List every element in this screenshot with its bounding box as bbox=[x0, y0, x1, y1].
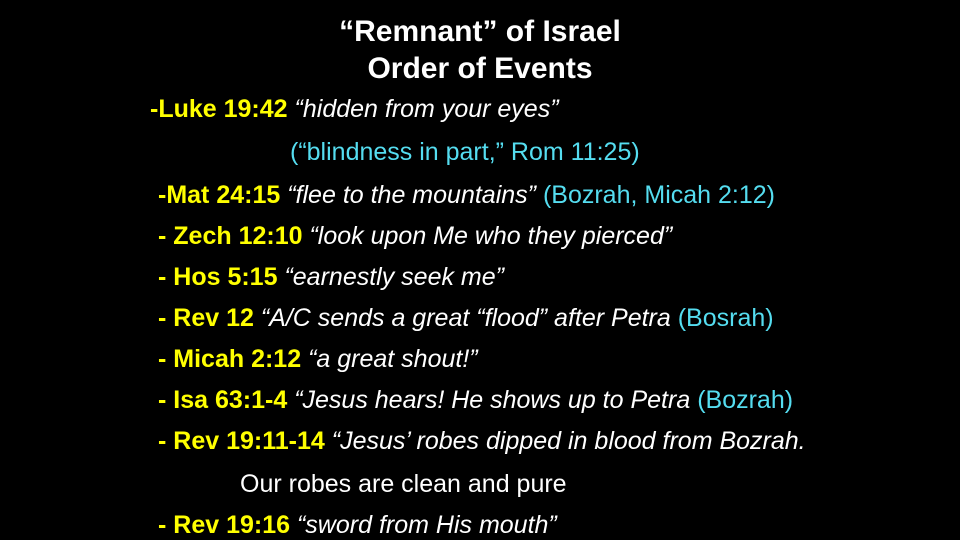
scripture-quote: “a great shout!” bbox=[308, 345, 478, 374]
scripture-quote: “Jesus hears! He shows up to Petra bbox=[294, 386, 691, 415]
scripture-reference: Isa 63:1-4 bbox=[173, 386, 288, 415]
scripture-reference: Hos 5:15 bbox=[173, 263, 278, 292]
bullet-dash: - bbox=[158, 386, 167, 415]
scripture-reference: Zech 12:10 bbox=[173, 222, 303, 251]
scripture-quote: “sword from His mouth” bbox=[296, 511, 557, 540]
list-item bbox=[150, 513, 950, 538]
events-list bbox=[0, 97, 960, 538]
scripture-quote: “A/C sends a great “flood” after Petra bbox=[260, 304, 671, 333]
scripture-quote: “Jesus’ robes dipped in blood from Bozrah. bbox=[331, 427, 806, 456]
title-line-1: “Remnant” of Israel bbox=[339, 15, 621, 48]
scripture-quote: “hidden from your eyes” bbox=[294, 95, 559, 124]
bullet-dash: - bbox=[158, 263, 167, 292]
scripture-quote: “flee to the mountains” bbox=[287, 181, 536, 210]
list-item bbox=[150, 183, 950, 208]
bullet-dash: - bbox=[158, 304, 167, 333]
bullet-dash: - bbox=[158, 427, 167, 456]
scripture-reference: Rev 12 bbox=[173, 304, 254, 333]
list-item bbox=[150, 306, 950, 331]
list-item bbox=[150, 388, 950, 413]
list-item bbox=[150, 429, 950, 454]
list-item-subnote: Our robes are clean and pure bbox=[240, 470, 567, 499]
bullet-dash: - bbox=[158, 511, 167, 540]
scripture-annotation: (Bosrah) bbox=[677, 304, 774, 333]
scripture-quote: “look upon Me who they pierced” bbox=[309, 222, 673, 251]
scripture-annotation: (Bozrah, Micah 2:12) bbox=[542, 181, 775, 210]
scripture-reference: Mat 24:15 bbox=[166, 181, 281, 210]
scripture-annotation: (Bozrah) bbox=[697, 386, 794, 415]
slide-title bbox=[0, 0, 960, 87]
scripture-reference: Micah 2:12 bbox=[173, 345, 302, 374]
scripture-reference: Rev 19:16 bbox=[173, 511, 291, 540]
bullet-dash: - bbox=[158, 181, 167, 210]
list-item bbox=[150, 265, 950, 290]
scripture-quote: “earnestly seek me” bbox=[284, 263, 504, 292]
title-line-2: Order of Events bbox=[367, 51, 593, 85]
bullet-dash: - bbox=[158, 345, 167, 374]
list-item bbox=[150, 347, 950, 372]
list-item bbox=[150, 224, 950, 249]
list-item-subnote: (“blindness in part,” Rom 11:25) bbox=[290, 138, 640, 167]
scripture-reference: Luke 19:42 bbox=[158, 95, 288, 124]
list-item bbox=[150, 97, 950, 122]
bullet-dash: - bbox=[150, 95, 159, 124]
scripture-reference: Rev 19:11-14 bbox=[173, 427, 325, 456]
bullet-dash: - bbox=[158, 222, 167, 251]
